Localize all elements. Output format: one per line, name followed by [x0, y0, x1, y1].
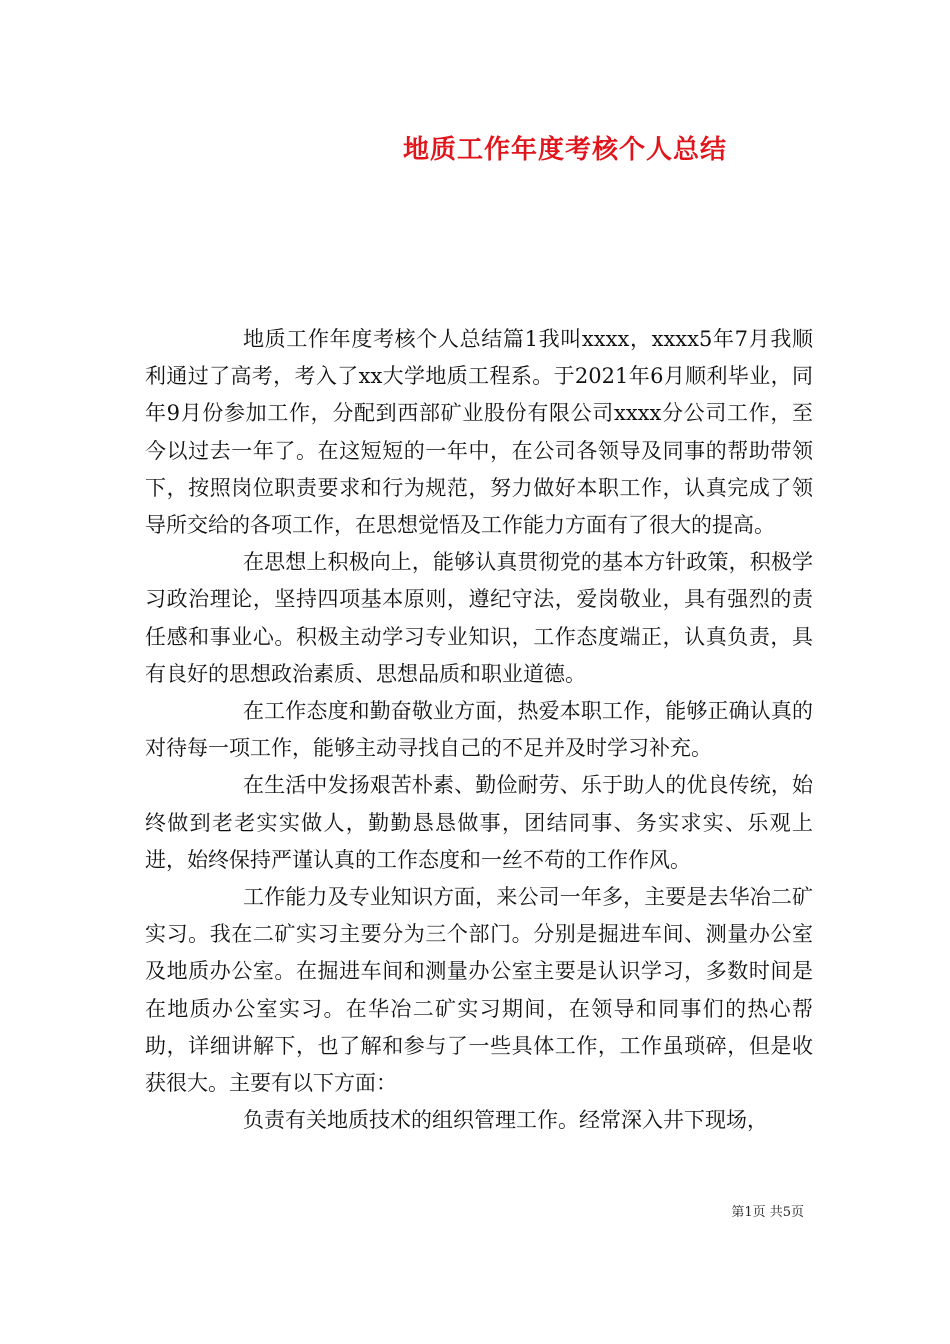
document-body — [145, 321, 813, 1139]
paragraph: 工作能力及专业知识方面，来公司一年多，主要是去华冶二矿实习。我在二矿实习主要分为三个部门。分别是掘进车间、测量办公室及地质办公室。在掘进车间和测量办公室主要是认识学习，多数时间是在地质办公室实习。在华冶二矿实习期间，在领导和同事们的热心帮助，详细讲解下，也了解和参与了一些具体工作，工作虽琐碎，但是收获很大。主要有以下方面： — [145, 885, 813, 1096]
paragraph: 负责有关地质技术的组织管理工作。经常深入井下现场， — [243, 1108, 768, 1133]
paragraph: 在生活中发扬艰苦朴素、勤俭耐劳、乐于助人的优良传统，始终做到老老实实做人，勤勤恳恳做事，团结同事、务实求实、乐观上进，始终保持严谨认真的工作态度和一丝不苟的工作作风。 — [145, 773, 813, 872]
page-number-footer: 第1页 共5页 — [731, 1205, 804, 1220]
paragraph: 在工作态度和勤奋敬业方面，热爱本职工作，能够正确认真的对待每一项工作，能够主动寻找自己的不足并及时学习补充。 — [145, 699, 813, 761]
paragraph: 在思想上积极向上，能够认真贯彻党的基本方针政策，积极学习政治理论，坚持四项基本原则，遵纪守法，爱岗敬业，具有强烈的责任感和事业心。积极主动学习专业知识，工作态度端正，认真负责，具有良好的思想政治素质、思想品质和职业道德。 — [145, 550, 813, 686]
paragraph: 地质工作年度考核个人总结篇1我叫xxxx，xxxx5年7月我顺利通过了高考，考入了xx大学地质工程系。于2021年6月顺利毕业，同年9月份参加工作，分配到西部矿业股份有限公司xxxx分公司工作，至今以过去一年了。在这短短的一年中，在公司各领导及同事的帮助带领下，按照岗位职责要求和行为规范，努力做好本职工作，认真完成了领导所交给的各项工作，在思想觉悟及工作能力方面有了很大的提高。 — [145, 327, 813, 538]
document-title: 地质工作年度考核个人总结 — [402, 135, 727, 165]
